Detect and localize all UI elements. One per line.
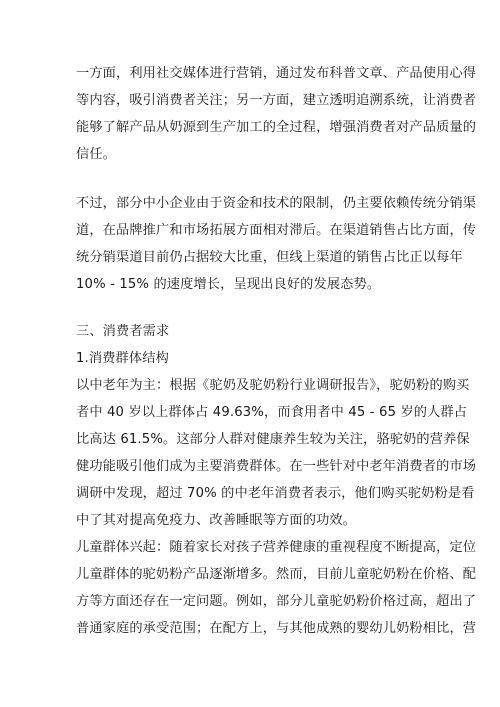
text-line: 一方面，利用社交媒体进行营销，通过发布科普文章、产品使用心得 <box>76 66 477 81</box>
text-line: 普通家庭的承受范围；在配方上，与其他成熟的婴幼儿奶粉相比，营 <box>76 621 477 636</box>
text-line: 儿童群体兴起：随着家长对孩子营养健康的重视程度不断提高，定位 <box>76 540 477 555</box>
subsection-heading: 1.消费群体结构 <box>76 351 169 366</box>
paragraph-social-media-marketing <box>76 60 477 168</box>
section-heading: 三、消费者需求 <box>76 324 170 339</box>
text-line: 比高达 61.5%。这部分人群对健康养生较为关注，骆驼奶的营养保 <box>76 432 470 447</box>
text-line: 调研中发现，超过 70% 的中老年消费者表示，他们购买驼奶粉是看 <box>76 486 475 501</box>
text-line: 健功能吸引他们成为主要消费群体。在一些针对中老年消费者的市场 <box>76 459 477 474</box>
text-line: 儿童群体的驼奶粉产品逐渐增多。然而，目前儿童驼奶粉在价格、配 <box>76 567 477 582</box>
text-line: 方等方面还存在一定问题。例如，部分儿童驼奶粉价格过高，超出了 <box>76 594 477 609</box>
text-line: 信任。 <box>76 147 117 162</box>
text-line: 能够了解产品从奶源到生产加工的全过程，增强消费者对产品质量的 <box>76 120 477 135</box>
text-line: 中了其对提高免疫力、改善睡眠等方面的功效。 <box>76 513 357 528</box>
text-line: 统分销渠道目前仍占据较大比重，但线上渠道的销售占比正以每年 <box>76 250 463 265</box>
section-consumer-demand <box>76 318 477 642</box>
text-line: 等内容，吸引消费者关注；另一方面，建立透明追溯系统，让消费者 <box>76 93 477 108</box>
text-line: 以中老年为主：根据《驼奶及驼奶粉行业调研报告》，驼奶粉的购买 <box>76 378 470 393</box>
text-line: 者中 40 岁以上群体占 49.63%，而食用者中 45 - 65 岁的人群占 <box>76 405 468 420</box>
text-line: 不过，部分中小企业由于资金和技术的限制，仍主要依赖传统分销渠 <box>76 196 477 211</box>
text-line: 道，在品牌推广和市场拓展方面相对滞后。在渠道销售占比方面，传 <box>76 223 477 238</box>
paragraph-distribution-channels <box>76 190 477 298</box>
text-line: 10% - 15% 的速度增长，呈现出良好的发展态势。 <box>76 277 381 292</box>
